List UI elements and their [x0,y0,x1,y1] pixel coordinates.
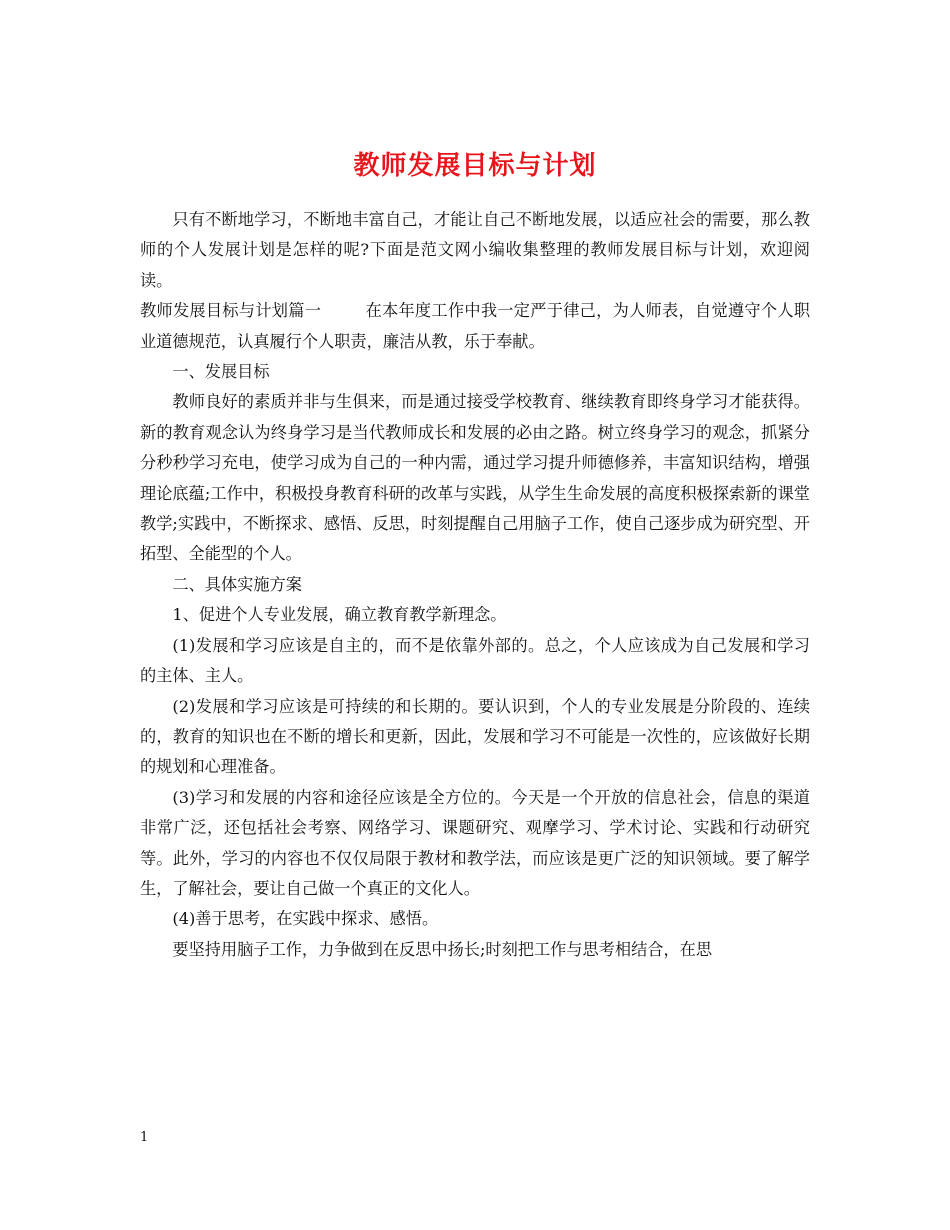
section-paragraph [140,296,810,357]
page-number: 1 [140,1130,149,1145]
intro-paragraph: 只有不断地学习，不断地丰富自己，才能让自己不断地发展，以适应社会的需要，那么教师的个人发展计划是怎样的呢?下面是范文网小编收集整理的教师发展目标与计划，欢迎阅读。 [140,210,810,290]
section-intro-text: 在本年度工作中我一定严于律己，为人师表，自觉遵守个人职业道德规范，认真履行个人职责，廉洁从教，乐于奉献。 [140,301,811,351]
plan-subitem-3: (3)学习和发展的内容和途径应该是全方位的。今天是一个开放的信息社会，信息的渠道非常广泛，还包括社会考察、网络学习、课题研究、观摩学习、学术讨论、实践和行动研究等。此外，学习的内容也不仅仅局限于教材和教学法，而应该是更广泛的知识领域。要了解学生，了解社会，要让自己做一个真正的文化人。 [140,787,810,898]
heading-implementation-plan: 二、具体实施方案 [172,574,302,594]
section-heading: 教师发展目标与计划篇一 [140,301,322,321]
document-title: 教师发展目标与计划 [353,151,597,182]
plan-subitem-1: (1)发展和学习应该是自主的，而不是依靠外部的。总之，个人应该成为自己发展和学习的主体、主人。 [140,635,810,686]
plan-item-1: 1、促进个人专业发展，确立教育教学新理念。 [172,605,507,625]
closing-paragraph: 要坚持用脑子工作，力争做到在反思中扬长;时刻把工作与思考相结合，在思 [172,939,713,959]
plan-subitem-2: (2)发展和学习应该是可持续的和长期的。要认识到，个人的专业发展是分阶段的、连续的，教育的知识也在不断的增长和更新，因此，发展和学习不可能是一次性的，应该做好长期的规划和心理准备。 [140,696,810,777]
goals-paragraph: 教师良好的素质并非与生俱来，而是通过接受学校教育、继续教育即终身学习才能获得。新的教育观念认为终身学习是当代教师成长和发展的必由之路。树立终身学习的观念，抓紧分分秒秒学习充电，使学习成为自己的一种内需，通过学习提升师德修养，丰富知识结构，增强理论底蕴;工作中，积极投身教育科研的改革与实践，从学生生命发展的高度积极探索新的课堂教学;实践中，不断探求、感悟、反思，时刻提醒自己用脑子工作，使自己逐步成为研究型、开拓型、全能型的个人。 [140,392,810,564]
heading-development-goals: 一、发展目标 [172,362,270,382]
plan-subitem-4: (4)善于思考，在实践中探求、感悟。 [172,909,439,929]
document-body [140,205,810,965]
